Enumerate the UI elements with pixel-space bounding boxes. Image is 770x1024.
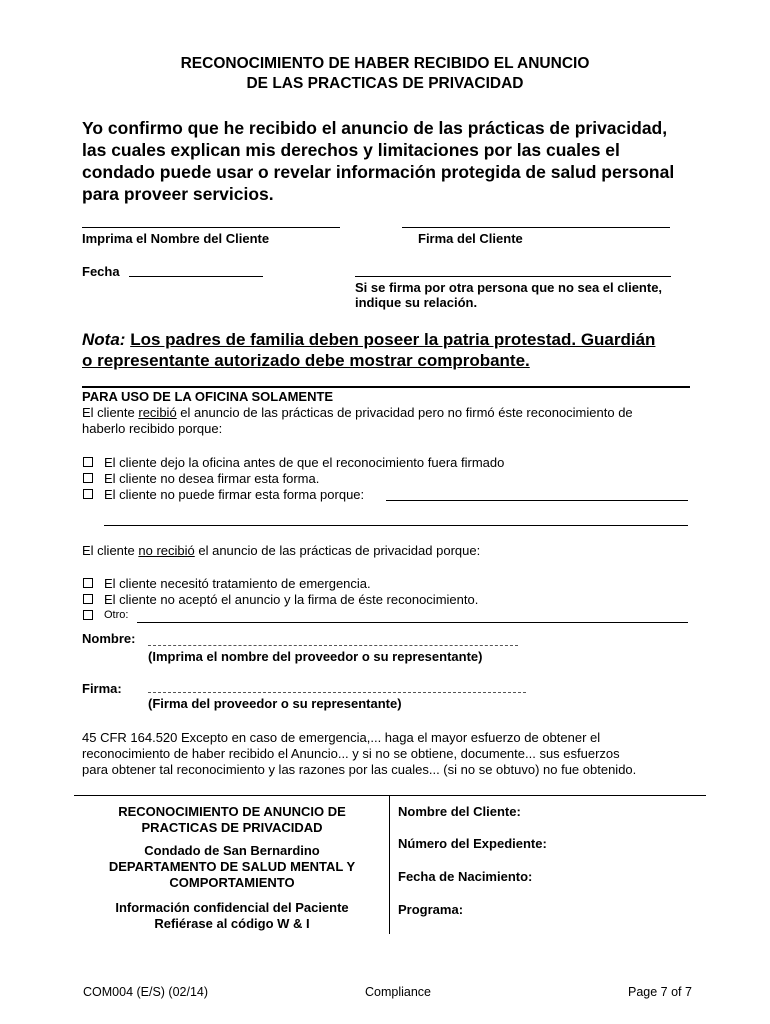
checkbox-other[interactable] [83, 610, 93, 620]
checkbox-emergency[interactable] [83, 578, 93, 588]
checkbox-not-wish-sign[interactable] [83, 473, 93, 483]
client-signature-label: Firma del Cliente [418, 231, 523, 246]
page-number: Page 7 of 7 [628, 985, 692, 999]
box-divider [389, 796, 390, 934]
date-line[interactable] [129, 276, 263, 277]
form-code: COM004 (E/S) (02/14) [83, 985, 209, 999]
nota-text-line1: Los padres de familia deben poseer la patria protestad. Guardián [130, 330, 656, 349]
client-name-line[interactable] [82, 227, 340, 228]
option-not-wish-sign: El cliente no desea firmar esta forma. [104, 471, 320, 486]
other-person-note-line2: indique su relación. [355, 295, 478, 310]
checkbox-left-office[interactable] [83, 457, 93, 467]
nota-line1 [82, 329, 702, 351]
date-label: Fecha [82, 264, 120, 279]
received-intro-line2: haberlo recibido porque: [82, 421, 223, 436]
confidential-line2: Refiérase al código W & I [154, 916, 310, 931]
nota-line2 [82, 350, 702, 372]
department-line1: DEPARTAMENTO DE SALUD MENTAL Y [108, 859, 356, 874]
box-title-line1: RECONOCIMIENTO DE ANUNCIO DE [118, 804, 346, 819]
legal-line1: 45 CFR 164.520 Excepto en caso de emergencia,... haga el mayor esfuerzo de obtener el [82, 730, 601, 745]
nota-text-line2: o representante autorizado debe mostrar comprobante. [82, 351, 530, 370]
option-other: Otro: [104, 609, 129, 621]
county-name: Condado de San Bernardino [144, 843, 320, 858]
nota-label: Nota: [82, 330, 126, 349]
client-name-label: Imprima el Nombre del Cliente [82, 231, 270, 246]
legal-line2: reconocimiento de haber recibido el Anuncio... y si no se obtiene, documente... sus esfuerzos [82, 746, 620, 761]
firma-label: Firma: [82, 681, 122, 696]
field-record-number: Número del Expediente: [398, 836, 547, 851]
box-title-line2: PRACTICAS DE PRIVACIDAD [141, 820, 323, 835]
option-cannot-sign: El cliente no puede firmar esta forma porque: [104, 487, 365, 502]
firma-hint: (Firma del proveedor o su representante) [148, 696, 402, 711]
office-heading: PARA USO DE LA OFICINA SOLAMENTE [82, 389, 334, 404]
footer-center: Compliance [365, 985, 432, 999]
field-client-name: Nombre del Cliente: [398, 804, 521, 819]
form-title-line1: RECONOCIMIENTO DE HABER RECIBIDO EL ANUNCIO [180, 55, 590, 72]
cannot-sign-reason-line2[interactable] [104, 525, 688, 526]
lead-line1: Yo confirmo que he recibido el anuncio de las prácticas de privacidad, [82, 118, 668, 138]
not-received-intro: El cliente no recibió el anuncio de las prácticas de privacidad porque: [82, 543, 481, 558]
confidential-line1: Información confidencial del Paciente [115, 900, 349, 915]
provider-signature-line[interactable] [148, 692, 526, 693]
checkbox-cannot-sign[interactable] [83, 489, 93, 499]
cannot-sign-reason-line[interactable] [386, 500, 688, 501]
lead-line4: para proveer servicios. [82, 184, 274, 204]
department-line2: COMPORTAMIENTO [169, 875, 295, 890]
legal-line3: para obtener tal reconocimiento y las razones por las cuales... (si no se obtuvo) no fue obtenido. [82, 762, 637, 777]
office-section-rule [82, 386, 690, 388]
form-title-line2: DE LAS PRACTICAS DE PRIVACIDAD [246, 75, 524, 92]
other-person-line[interactable] [355, 276, 671, 277]
client-signature-line[interactable] [402, 227, 670, 228]
other-person-note-line1: Si se firma por otra persona que no sea el cliente, [355, 280, 663, 295]
checkbox-not-accept[interactable] [83, 594, 93, 604]
other-reason-line[interactable] [137, 622, 688, 623]
provider-name-line[interactable] [148, 645, 518, 646]
lead-line3: condado puede usar o revelar información protegida de salud personal [82, 162, 675, 182]
option-emergency: El cliente necesitó tratamiento de emergencia. [104, 576, 371, 591]
option-not-accept: El cliente no aceptó el anuncio y la firma de éste reconocimiento. [104, 592, 479, 607]
box-top-rule [74, 795, 706, 796]
nombre-hint: (Imprima el nombre del proveedor o su representante) [148, 649, 483, 664]
field-birth-date: Fecha de Nacimiento: [398, 869, 533, 884]
nombre-label: Nombre: [82, 631, 136, 646]
received-intro: El cliente recibió el anuncio de las prácticas de privacidad pero no firmó éste reconocimiento de [82, 405, 633, 420]
field-program: Programa: [398, 902, 464, 917]
lead-line2: las cuales explican mis derechos y limitaciones por las cuales el [82, 140, 620, 160]
option-left-office: El cliente dejo la oficina antes de que el reconocimiento fuera firmado [104, 455, 505, 470]
